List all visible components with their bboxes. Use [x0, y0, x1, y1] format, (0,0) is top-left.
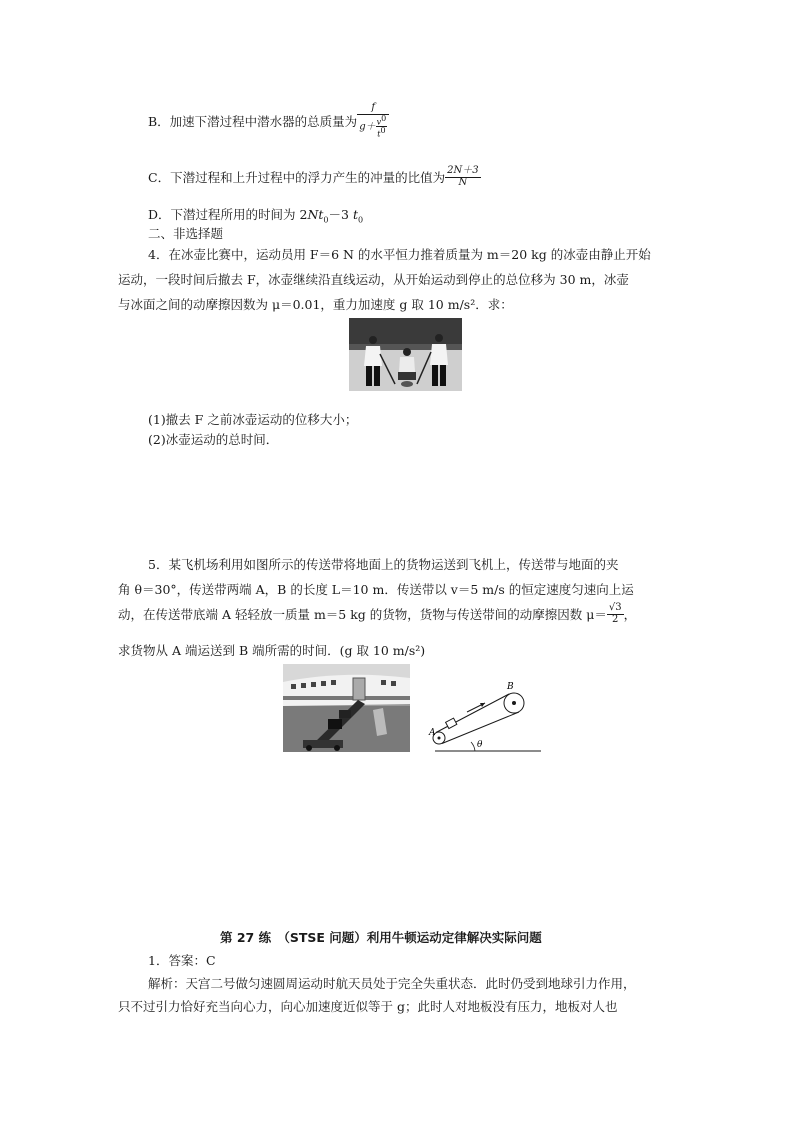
option-c-text: C．下潜过程和上升过程中的浮力产生的冲量的比值为	[148, 170, 446, 185]
theta-arc	[471, 742, 475, 751]
option-c-fraction	[445, 166, 480, 188]
option-b-num: f	[371, 102, 376, 113]
curling-photo-image	[349, 318, 462, 391]
label-a: A	[429, 728, 436, 738]
conveyor-diagram	[425, 680, 545, 756]
q5-line-3	[118, 603, 636, 625]
airport-conveyor-image	[283, 664, 410, 752]
q4-line-1: 4．在冰壶比赛中，运动员用 F＝6 N 的水平恒力推着质量为 m＝20 kg 的冰壶由静止开始	[148, 247, 651, 262]
option-d-tail: －3	[328, 207, 353, 222]
belt-bottom	[442, 712, 519, 744]
option-c	[148, 166, 481, 188]
q5-line-1: 5．某飞机场利用如图所示的传送带将地面上的货物运送到飞机上，传送带与地面的夹	[148, 557, 619, 572]
answers-title: 第 27 练 （STSE 问题）利用牛顿运动定律解决实际问题	[220, 930, 542, 945]
inner-den: t	[377, 129, 381, 139]
option-b	[148, 103, 389, 139]
q5-mu-den: 2	[612, 613, 619, 625]
label-theta: θ	[477, 740, 483, 750]
q4-line-3: 与冰面之间的动摩擦因数为 μ＝0.01，重力加速度 g 取 10 m/s²．求：	[118, 297, 513, 312]
q4-sub-1: (1)撤去 F 之前冰壶运动的位移大小；	[148, 412, 358, 427]
option-b-text: B．加速下潜过程中潜水器的总质量为	[148, 113, 358, 129]
curling-photo	[349, 318, 462, 391]
q5-mu-fraction	[607, 603, 624, 625]
option-d-text: D．下潜过程所用的时间为 2	[148, 207, 308, 222]
belt-top	[436, 694, 509, 733]
q5-line-4: 求货物从 A 端运送到 B 端所需的时间．(g 取 10 m/s²)	[118, 643, 426, 658]
option-b-inner-frac: $\frac{v^0}{t^0}$	[376, 113, 387, 139]
option-d: D．下潜过程所用的时间为 $2Nt_0-3$ $t_0$	[148, 207, 364, 225]
q5-line-2: 角 θ＝30°，传送带两端 A，B 的长度 L＝10 m．传送带以 v＝5 m/s 的恒定速度匀速向上运	[118, 582, 634, 597]
section-heading: 二、非选择题	[148, 226, 224, 241]
option-c-num: 2N＋3	[447, 165, 479, 176]
explanation-line-1: 解析：天宫二号做匀速圆周运动时航天员处于完全失重状态．此时仍受到地球引力作用，	[148, 976, 636, 991]
explanation-line-2: 只不过引力恰好充当向心力，向心加速度近似等于 g；此时人对地板没有压力，地板对人也	[118, 999, 618, 1014]
option-c-den: N	[458, 176, 468, 188]
q4-sub-2: (2)冰壶运动的总时间．	[148, 432, 279, 447]
option-b-den-a: g＋	[359, 121, 376, 133]
q5-mu-num: √3	[608, 602, 622, 613]
inner-num: v	[376, 117, 382, 127]
option-b-fraction	[357, 103, 389, 139]
q5-line-3a: 动，在传送带底端 A 轻轻放一质量 m＝5 kg 的货物，货物与传送带间的动摩擦因数 μ＝	[118, 607, 607, 622]
q5-line-3b: ，	[623, 607, 637, 622]
airport-conveyor-photo	[283, 664, 410, 752]
q4-line-2: 运动，一段时间后撤去 F，冰壶继续沿直线运动，从开始运动到停止的总位移为 30 m，冰壶	[118, 272, 629, 287]
answer-1: 1．答案：C	[148, 953, 216, 968]
label-b: B	[507, 682, 514, 692]
